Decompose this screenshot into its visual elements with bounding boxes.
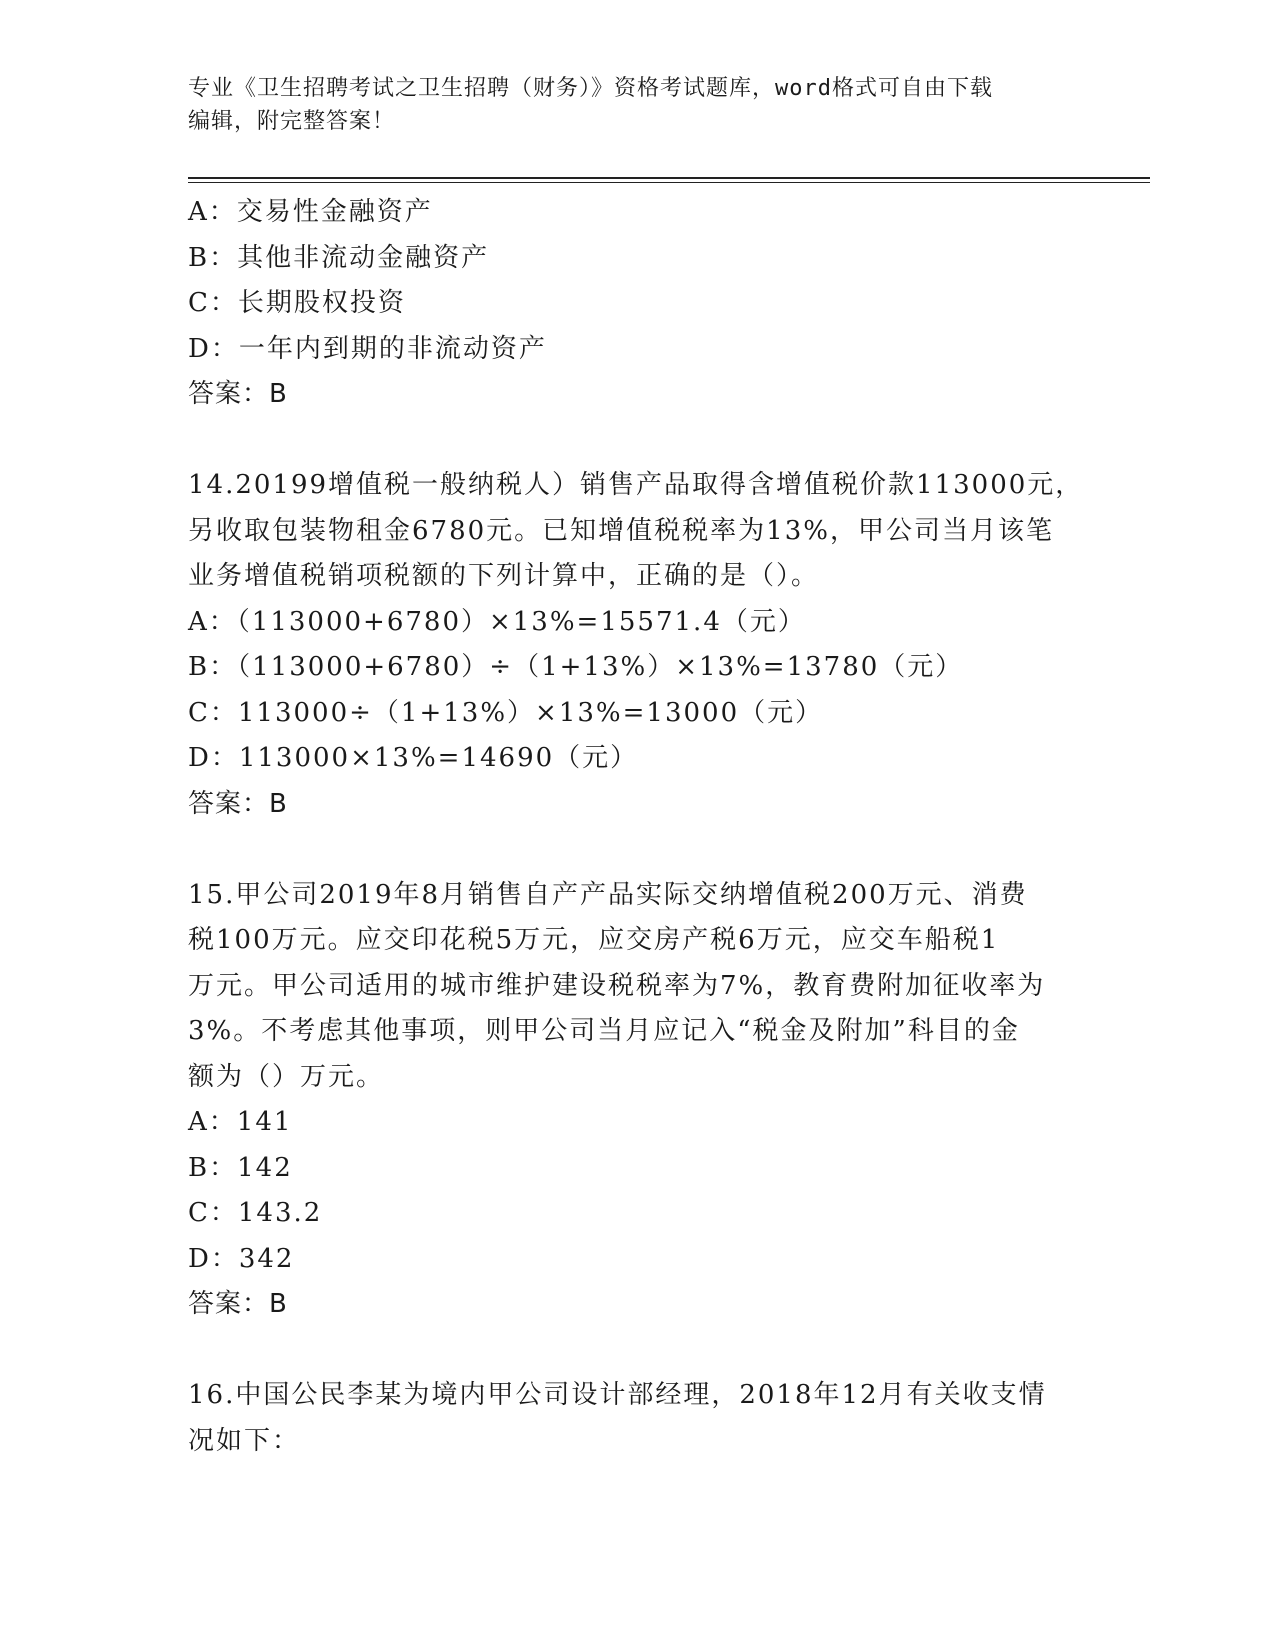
option-d: D：一年内到期的非流动资产 (188, 333, 547, 364)
answer: 答案：B (188, 1289, 288, 1319)
option-c: C：长期股权投资 (188, 288, 406, 318)
option-b: B：142 (188, 1152, 293, 1183)
option-b: B：（113000+6780）÷（1+13%）×13%=13780（元） (188, 652, 964, 682)
question-text: 15.甲公司2019年8月销售自产产品实际交纳增值税200万元、消费 (188, 879, 1028, 910)
option-a: A：交易性金融资产 (188, 197, 433, 227)
question-text: 业务增值税销项税额的下列计算中，正确的是（）。 (188, 561, 820, 591)
option-c: C：143.2 (188, 1198, 323, 1228)
question-text: 16.中国公民李某为境内甲公司设计部经理，2018年12月有关收支情 (188, 1380, 1047, 1410)
question-text: 万元。甲公司适用的城市维护建设税税率为7%，教育费附加征收率为 (188, 970, 1046, 1001)
option-d: D：113000×13%=14690（元） (188, 743, 639, 773)
question-text: 税100万元。应交印花税5万元，应交房产税6万元，应交车船税1 (188, 925, 1000, 955)
question-15 (188, 873, 1088, 1328)
header-line-1: 专业《卫生招聘考试之卫生招聘（财务）》资格考试题库，word格式可自由下载 (188, 76, 993, 101)
header-rule-thin (188, 182, 1150, 183)
header-line-2: 编辑，附完整答案！ (188, 109, 396, 134)
document-body (188, 190, 1088, 1464)
question-text: 况如下： (188, 1425, 301, 1456)
option-a: A：（113000+6780）×13%=15571.4（元） (188, 606, 806, 637)
option-b: B：其他非流动金融资产 (188, 242, 490, 273)
option-a: A：141 (188, 1107, 293, 1137)
answer: 答案：B (188, 788, 288, 819)
question-text: 额为（）万元。 (188, 1061, 385, 1092)
option-c: C：113000÷（1+13%）×13%=13000（元） (188, 697, 824, 728)
question-16 (188, 1373, 1088, 1464)
header-rule-thick (188, 177, 1150, 179)
question-text: 3%。不考虑其他事项，则甲公司当月应记入“税金及附加”科目的金 (188, 1016, 1020, 1046)
question-14 (188, 463, 1088, 827)
document-header (188, 72, 1088, 138)
option-d: D：342 (188, 1243, 295, 1274)
question-13 (188, 190, 1088, 418)
question-text: 另收取包装物租金6780元。已知增值税税率为13%，甲公司当月该笔 (188, 515, 1054, 546)
answer: 答案：B (188, 379, 288, 409)
question-text: 14.20199增值税一般纳税人）销售产品取得含增值税价款113000元， (188, 470, 1084, 500)
